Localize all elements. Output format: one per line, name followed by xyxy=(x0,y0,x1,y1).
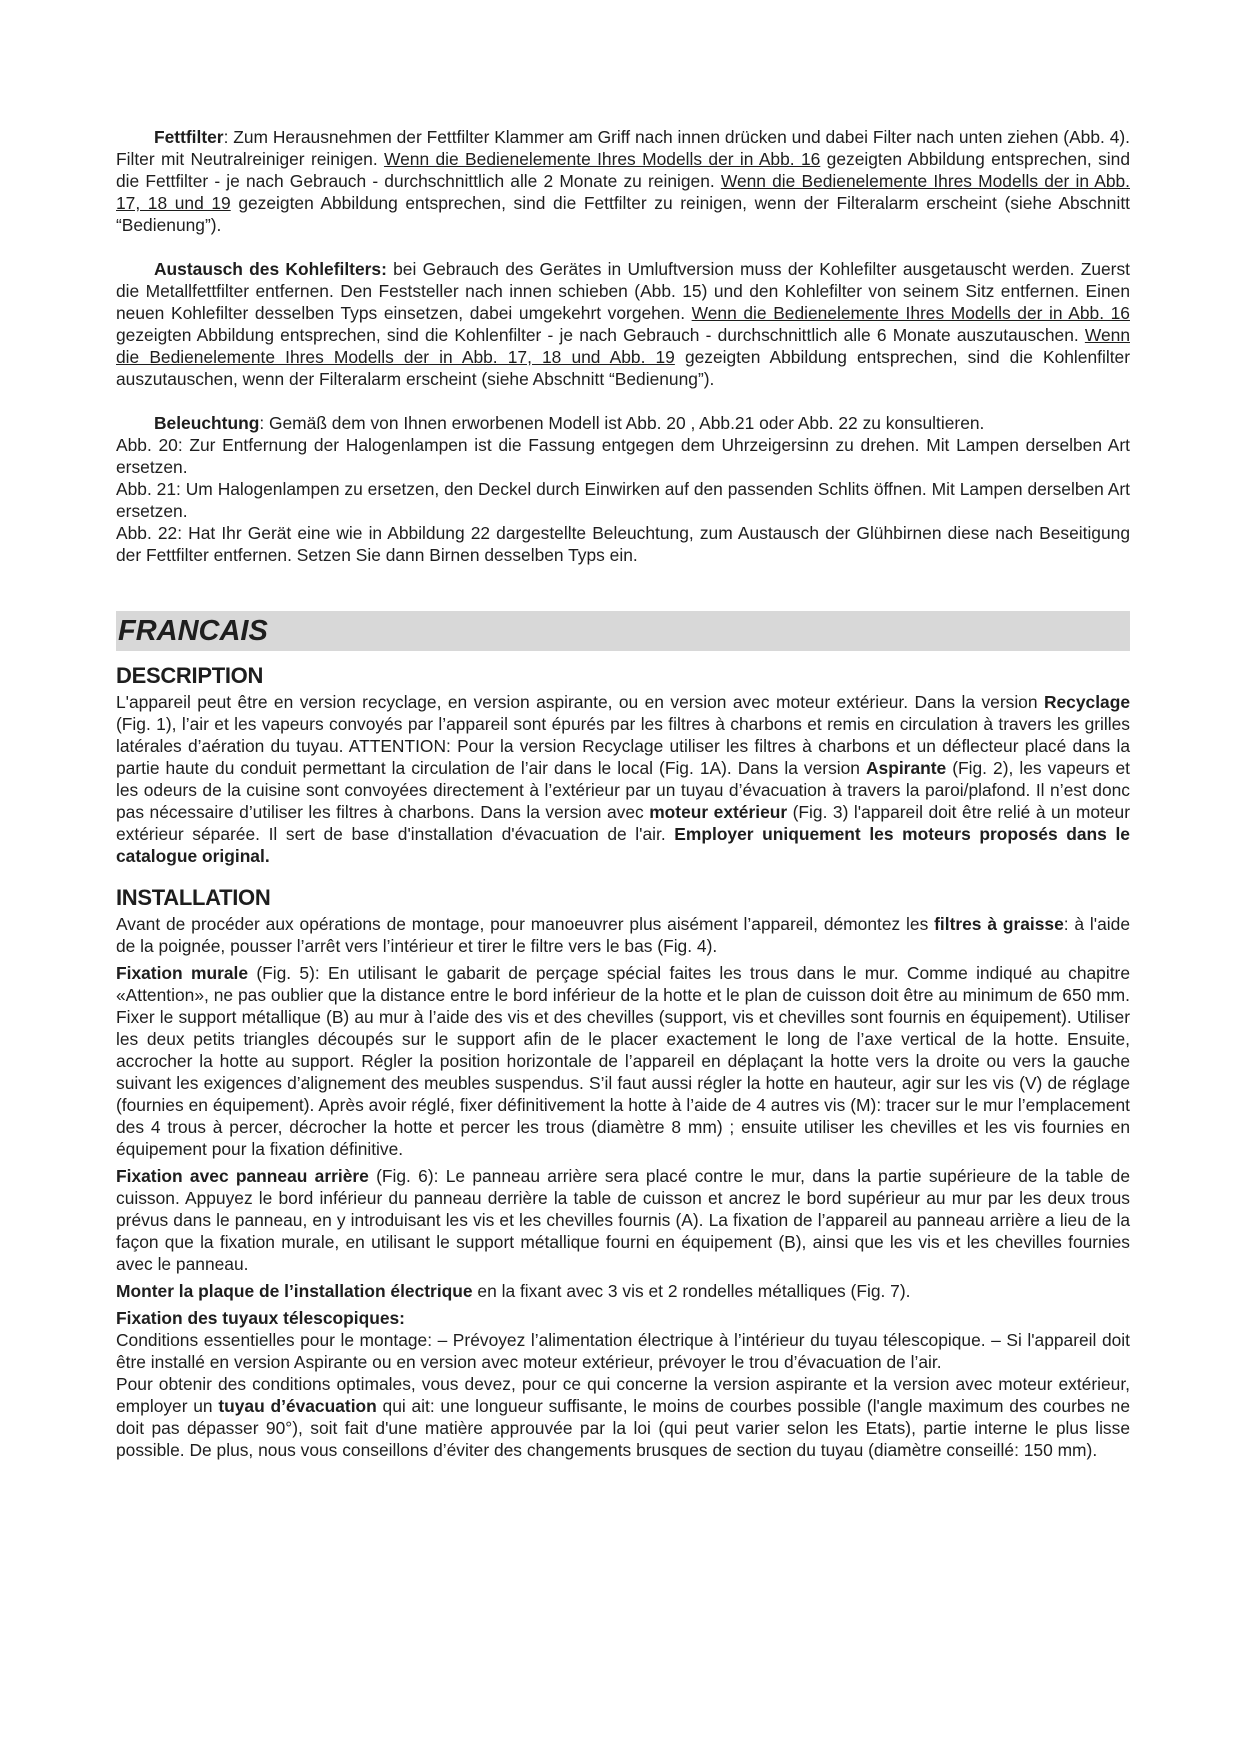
fixation-panneau-paragraph xyxy=(116,1165,1130,1275)
text-run: Avant de procéder aux opérations de montage, pour manoeuvrer plus aisément l’appareil, démontez les xyxy=(116,914,935,934)
optimal-paragraph xyxy=(116,1373,1130,1461)
underlined-reference: Wenn die Bedienelemente Ihres Modells der in Abb. 16 xyxy=(691,303,1130,323)
language-banner: FRANCAIS xyxy=(116,611,1130,651)
text-run: qui ait: une longueur suffisante, le moins de courbes possible (l'angle maximum des courbes ne doit pas dépasser 90°), soit fait d'une matière approuvée par la loi (qui peut varier selon les Etats), partie interne le plus lisse possible. De plus, nous vous conseillons d’éviter des changements brusques de section du tuyau (diamètre conseillé: 150 mm). xyxy=(116,1396,1130,1460)
bold-term: tuyau d’évacuation xyxy=(218,1396,377,1416)
description-paragraph xyxy=(116,691,1130,867)
fixation-murale-paragraph xyxy=(116,962,1130,1160)
bold-term: Beleuchtung xyxy=(154,413,260,433)
text-run: gezeigten Abbildung entsprechen, sind die Kohlenfilter - je nach Gebrauch - durchschnittlich alle 6 Monate auszutauschen. xyxy=(116,325,1085,345)
text-run: bei Gebrauch des Gerätes in Umluftversion muss der Kohlefilter ausgetauscht werden. Zuerst die Metallfettfilter entfernen. Den Feststeller nach innen schieben (Abb. 15) und den Kohlefilter von seinem Sitz entfernen. Einen neuen Kohlefilter desselben Typs einsetzen, dabei umgekehrt vorgehen. xyxy=(116,259,1130,323)
bold-term: filtres à graisse xyxy=(934,914,1064,934)
text-run: : Gemäß dem von Ihnen erworbenen Modell ist Abb. 20 , Abb.21 oder Abb. 22 zu konsultieren. xyxy=(259,413,985,433)
underlined-reference: Wenn die Bedienelemente Ihres Modells der in Abb. 16 xyxy=(384,149,821,169)
text-run: (Fig. 2), les vapeurs et les odeurs de la cuisine sont convoyées directement à l’extérieur par un tuyau d’évacuation à travers la paroi/plafond. Il n’est donc pas nécessaire d’utiliser les filtres à charbons. Dans la version avec xyxy=(116,758,1130,822)
bold-term: Monter la plaque de l’installation électrique xyxy=(116,1281,473,1301)
bold-term: moteur extérieur xyxy=(649,802,788,822)
text-run: en la fixant avec 3 vis et 2 rondelles métalliques (Fig. 7). xyxy=(472,1281,911,1301)
text-run: gezeigten Abbildung entsprechen, sind die Fettfilter - je nach Gebrauch - durchschnittlich alle 2 Monate zu reinigen. xyxy=(116,149,1130,191)
kohlefilter-paragraph xyxy=(116,258,1130,390)
abb21-paragraph: Abb. 21: Um Halogenlampen zu ersetzen, den Deckel durch Einwirken auf den passenden Schlits öffnen. Mit Lampen derselben Art ersetzen. xyxy=(116,479,1130,521)
text-run: (Fig. 1), l’air et les vapeurs convoyés par l’appareil sont épurés par les filtres à charbons et remis en circulation à travers les grilles latérales d’aération du tuyau. ATTENTION: Pour la version Recyclage utiliser les filtres à charbons et un déflecteur placé dans la partie haute du conduit permettant la circulation de l’air dans le local (Fig. 1A). Dans la version xyxy=(116,714,1130,778)
text-run: (Fig. 3) l'appareil doit être relié à un moteur extérieur séparée. Il sert de base d'installation d'évacuation de l'air. xyxy=(116,802,1130,844)
fettfilter-paragraph xyxy=(116,126,1130,236)
underlined-reference: Wenn die Bedienelemente Ihres Modells der in Abb. 17, 18 und 19 xyxy=(116,171,1130,213)
tuyaux-heading: Fixation des tuyaux télescopiques: xyxy=(116,1308,405,1328)
bold-term: Employer uniquement les moteurs proposés dans le catalogue original. xyxy=(116,824,1130,866)
description-heading: DESCRIPTION xyxy=(116,663,264,688)
text-run: gezeigten Abbildung entsprechen, sind die Kohlenfilter auszutauschen, wenn der Filteralarm erscheint (siehe Abschnitt “Bedienung”). xyxy=(116,347,1130,389)
underlined-reference: Wenn die Bedienelemente Ihres Modells der in Abb. 17, 18 und Abb. 19 xyxy=(116,325,1130,367)
bold-term: Fettfilter xyxy=(154,127,224,147)
bold-term: Aspirante xyxy=(866,758,947,778)
text-run: : à l'aide de la poignée, pousser l’arrêt vers l’intérieur et tirer le filtre vers le bas (Fig. 4). xyxy=(116,914,1130,956)
bold-term: Recyclage xyxy=(1043,692,1130,712)
text-run: L'appareil peut être en version recyclage, en version aspirante, ou en version avec moteur extérieur. Dans la version xyxy=(116,692,1044,712)
manual-page xyxy=(116,126,1130,1461)
text-run: gezeigten Abbildung entsprechen, sind die Fettfilter zu reinigen, wenn der Filteralarm erscheint (siehe Abschnitt “Bedienung”). xyxy=(116,193,1130,235)
text-run: (Fig. 5): En utilisant le gabarit de perçage spécial faites les trous dans le mur. Comme indiqué au chapitre «Attention», ne pas oublier que la distance entre le bord inférieur de la hotte et le plan de cuisson doit être au minimum de 650 mm. Fixer le support métallique (B) au mur à l’aide des vis et des chevilles (support, vis et chevilles sont fournis en équipement). Utiliser les deux petits triangles découpés sur le support afin de le placer exactement le long de l’axe vertical de la hotte. Ensuite, accrocher la hotte au support. Régler la position horizontale de l’appareil en déplaçant la hotte vers la droite ou vers la gauche suivant les exigences d’alignement des meubles suspendus. S’il faut aussi régler la hotte en hauteur, agir sur les vis (V) de réglage (fournies en équipement). Après avoir réglé, fixer définitivement la hotte à l’aide de 4 autres vis (M): tracer sur le mur l’emplacement des 4 trous à percer, décrocher la hotte et percer les trous (diamètre 8 mm) ; ensuite utiliser les chevilles et les vis fournies en équipement pour la fixation définitive. xyxy=(116,963,1130,1159)
installation-intro xyxy=(116,913,1130,957)
conditions-paragraph: Conditions essentielles pour le montage: – Prévoyez l’alimentation électrique à l’intérieur du tuyau télescopique. – Si l'appareil doit être installé en version Aspirante ou en version avec moteur extérieur, prévoyer le trou d’évacuation de l’air. xyxy=(116,1330,1130,1372)
bold-term: Fixation avec panneau arrière xyxy=(116,1166,369,1186)
installation-heading: INSTALLATION xyxy=(116,885,271,910)
text-run: Pour obtenir des conditions optimales, vous devez, pour ce qui concerne la version aspirante et la version avec moteur extérieur, employer un xyxy=(116,1374,1130,1416)
plaque-electrique-paragraph xyxy=(116,1280,1130,1302)
abb20-paragraph: Abb. 20: Zur Entfernung der Halogenlampen ist die Fassung entgegen dem Uhrzeigersinn zu drehen. Mit Lampen derselben Art ersetzen. xyxy=(116,435,1130,477)
bold-term: Fixation murale xyxy=(116,963,249,983)
text-run: : Zum Herausnehmen der Fettfilter Klammer am Griff nach innen drücken und dabei Filter nach unten ziehen (Abb. 4). Filter mit Neutralreiniger reinigen. xyxy=(116,127,1130,169)
text-run: (Fig. 6): Le panneau arrière sera placé contre le mur, dans la partie supérieure de la table de cuisson. Appuyez le bord inférieur du panneau derrière la table de cuisson et ancrez le bord supérieur au mur par les deux trous prévus dans le panneau, en y introduisant les vis et les chevilles fournis (A). La fixation de l’appareil au panneau arrière a lieu de la façon que la fixation murale, en utilisant le support métallique fourni en équipement (B), ainsi que les vis et les chevilles fournies avec le panneau. xyxy=(116,1166,1130,1274)
bold-term: Austausch des Kohlefilters: xyxy=(154,259,387,279)
abb22-paragraph: Abb. 22: Hat Ihr Gerät eine wie in Abbildung 22 dargestellte Beleuchtung, zum Austausch der Glühbirnen diese nach Beseitigung der Fettfilter entfernen. Setzen Sie dann Birnen desselben Typs ein. xyxy=(116,523,1130,565)
beleuchtung-paragraph xyxy=(116,412,1130,434)
